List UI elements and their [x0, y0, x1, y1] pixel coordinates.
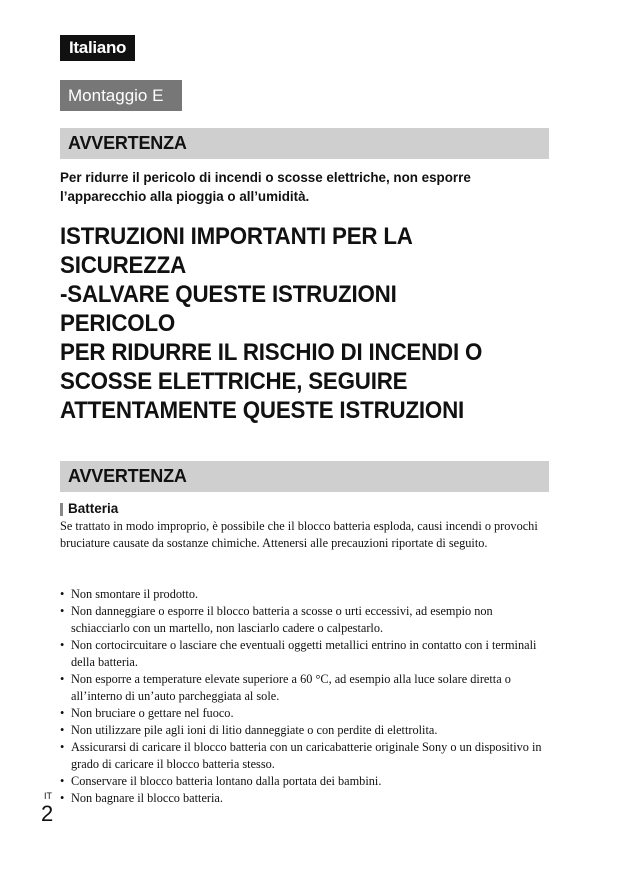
list-item: • Non esporre a temperature elevate superiore a 60 °C, ad esempio alla luce solare diretta o all’interno di un’auto parcheggiata al sole.: [60, 671, 550, 705]
list-item: • Non bagnare il blocco batteria.: [60, 790, 550, 807]
list-item: • Non bruciare o gettare nel fuoco.: [60, 705, 550, 722]
safety-heading-line: SICUREZZA: [60, 252, 187, 279]
warning-title-1: AVVERTENZA: [60, 128, 549, 159]
page-number: 2: [41, 801, 54, 826]
intro-warning: Per ridurre il pericolo di incendi o scosse elettriche, non esporre l’apparecchio alla pioggia o all’umidità.: [60, 170, 471, 204]
safety-heading-line: SCOSSE ELETTRICHE, SEGUIRE: [60, 368, 408, 395]
list-item: • Non danneggiare o esporre il blocco batteria a scosse o urti eccessivi, ad esempio non schiacciarlo con un martello, non lasciarlo cadere o calpestarlo.: [60, 603, 550, 637]
battery-heading-label: Batteria: [68, 501, 119, 516]
list-item: • Assicurarsi di caricare il blocco batteria con un caricabatterie originale Sony o un dispositivo in grado di caricare il blocco batteria stesso.: [60, 739, 550, 773]
battery-precautions-list: [60, 586, 550, 807]
page-language-code: IT: [44, 791, 52, 801]
safety-heading-line: ISTRUZIONI IMPORTANTI PER LA: [60, 223, 413, 250]
safety-heading-line: PERICOLO: [60, 310, 176, 337]
model-label: Montaggio E: [60, 80, 182, 111]
safety-heading: [60, 222, 525, 425]
safety-heading-line: -SALVARE QUESTE ISTRUZIONI: [60, 281, 397, 308]
list-item: • Conservare il blocco batteria lontano dalla portata dei bambini.: [60, 773, 550, 790]
section-marker-bar: [60, 503, 63, 516]
battery-heading: [60, 500, 118, 518]
list-item: • Non utilizzare pile agli ioni di litio danneggiate o con perdite di elettrolita.: [60, 722, 550, 739]
safety-heading-line: PER RIDURRE IL RISCHIO DI INCENDI O: [60, 339, 483, 366]
list-item: • Non smontare il prodotto.: [60, 586, 550, 603]
safety-heading-line: ATTENTAMENTE QUESTE ISTRUZIONI: [60, 397, 465, 424]
language-tab: Italiano: [60, 35, 135, 61]
warning-title-2: AVVERTENZA: [60, 461, 549, 492]
list-item: • Non cortocircuitare o lasciare che eventuali oggetti metallici entrino in contatto con i terminali della batteria.: [60, 637, 550, 671]
battery-intro: Se trattato in modo improprio, è possibile che il blocco batteria esploda, causi incendi o provochi bruciature causate da sostanze chimiche. Attenersi alle precauzioni riportate di seguito.: [60, 519, 538, 551]
